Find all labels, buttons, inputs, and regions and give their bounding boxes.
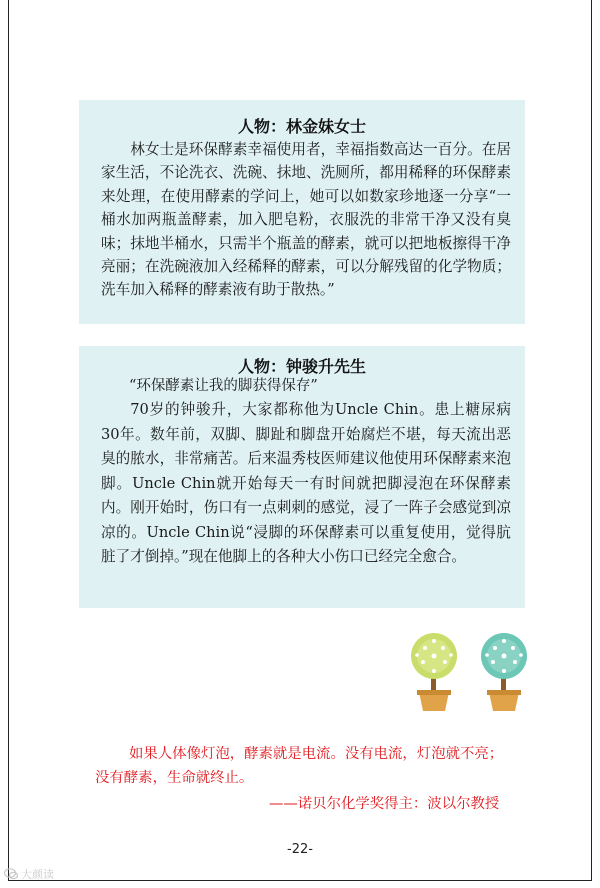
profile-title: 人物：林金妹女士: [237, 117, 366, 136]
quote-line-1: 如果人体像灯泡，酵素就是电流。没有电流，灯泡就不亮；: [129, 746, 504, 762]
quote-line-2: 没有酵素，生命就终止。: [95, 770, 254, 786]
enzyme-quote: [95, 742, 535, 790]
watermark: [4, 866, 54, 882]
profile-box-lin: [79, 100, 525, 324]
profile-box-chin: [79, 346, 525, 608]
profile-subtitle: “环保酵素让我的脚获得保存”: [129, 378, 318, 394]
watermark-text: 大颜读: [21, 868, 54, 881]
potted-plant-icon: [475, 632, 533, 712]
chat-bubble-icon: [4, 868, 18, 880]
profile-paragraph: 70岁的钟骏升，大家都称他为Uncle Chin。患上糖尿病30年。数年前，双脚、脚趾和脚盘开始腐烂不堪，每天流出恶臭的脓水，非常痛苦。后来温秀枝医师建议他使用环保酵素来泡脚。Uncle Chin就开始每天一有时间就把脚浸泡在环保酵素内。刚开始时，伤口有一点刺刺的感觉，浸了一阵子会感觉到凉凉的。Uncle Chin说“浸脚的环保酵素可以重复使用，觉得肮脏了才倒掉。”现在他脚上的各种大小伤口已经完全愈合。: [101, 401, 511, 565]
profile-title: 人物：钟骏升先生: [237, 357, 366, 376]
potted-plant-icon: [405, 632, 463, 712]
profile-paragraph: 林女士是环保酵素幸福使用者，幸福指数高达一百分。在居家生活，不论洗衣、洗碗、抹地、洗厕所，都用稀释的环保酵素来处理，在使用酵素的学问上，她可以如数家珍地逐一分享“一桶水加两瓶盖酵素，加入肥皂粉，衣服洗的非常干净又没有臭味；抹地半桶水，只需半个瓶盖的酵素，就可以把地板擦得干净亮丽；在洗碗液加入经稀释的酵素，可以分解残留的化学物质；洗车加入稀释的酵素液有助于散热。”: [101, 141, 511, 299]
page-frame: [8, 0, 592, 881]
page-number: -22-: [287, 842, 313, 857]
quote-attribution: ——诺贝尔化学奖得主：波以尔教授: [269, 796, 500, 812]
